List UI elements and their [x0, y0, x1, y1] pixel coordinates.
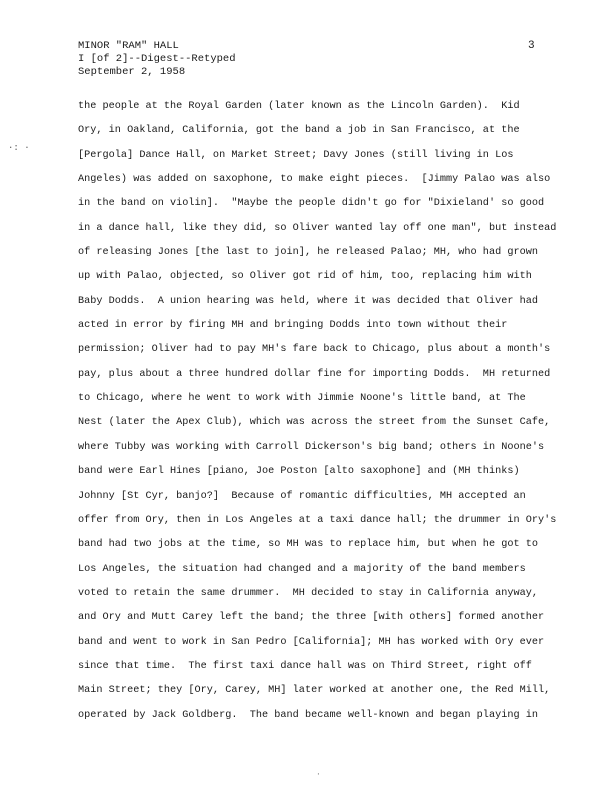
margin-mark: ·: · — [8, 143, 30, 153]
body-line: voted to retain the same drummer. MH decided to stay in California anyway, — [78, 587, 539, 599]
body-line: Main Street; they [Ory, Carey, MH] later worked at another one, the Red Mill, — [78, 685, 551, 697]
body-line: of releasing Jones [the last to join], he released Palao; MH, who had grown — [78, 247, 539, 259]
document-header — [78, 40, 236, 79]
body-line: Nest (later the Apex Club), which was across the street from the Sunset Cafe, — [78, 417, 551, 429]
body-line: where Tubby was working with Carroll Dickerson's big band; others in Noone's — [78, 441, 545, 453]
body-line: in the band on violin]. "Maybe the people didn't go for "Dixieland' so good — [78, 198, 545, 210]
body-line: to Chicago, where he went to work with Jimmie Noone's little band, at The — [78, 393, 526, 405]
header-date: September 2, 1958 — [78, 66, 186, 78]
body-line: band had two jobs at the time, so MH was to replace him, but when he got to — [78, 539, 539, 551]
header-title: MINOR "RAM" HALL — [78, 40, 179, 52]
body-line: permission; Oliver had to pay MH's fare back to Chicago, plus about a month's — [78, 344, 551, 356]
body-line: acted in error by firing MH and bringing Dodds into town without their — [78, 320, 508, 332]
body-line: and Ory and Mutt Carey left the band; the three [with others] formed another — [78, 612, 545, 624]
body-line: band were Earl Hines [piano, Joe Poston [alto saxophone] and (MH thinks) — [78, 466, 520, 478]
body-line: Johnny [St Cyr, banjo?] Because of romantic difficulties, MH accepted an — [78, 490, 526, 502]
body-line: the people at the Royal Garden (later known as the Lincoln Garden). Kid — [78, 101, 520, 112]
header-subtitle: I [of 2]--Digest--Retyped — [78, 53, 236, 65]
body-text — [78, 95, 557, 728]
page-number: 3 — [528, 40, 535, 52]
bottom-mark: · — [316, 770, 321, 779]
body-line: operated by Jack Goldberg. The band became well-known and began playing in — [78, 709, 539, 721]
body-line: up with Palao, objected, so Oliver got rid of him, too, replacing him with — [78, 271, 532, 283]
body-line: Ory, in Oakland, California, got the band a job in San Francisco, at the — [78, 125, 520, 137]
body-line: since that time. The first taxi dance hall was on Third Street, right off — [78, 660, 532, 672]
body-line: Angeles) was added on saxophone, to make eight pieces. [Jimmy Palao was also — [78, 174, 551, 186]
body-line: Los Angeles, the situation had changed and a majority of the band members — [78, 563, 526, 575]
body-line: in a dance hall, like they did, so Oliver wanted lay off one man", but instead — [78, 222, 557, 234]
body-line: [Pergola] Dance Hall, on Market Street; Davy Jones (still living in Los — [78, 149, 514, 161]
body-line: offer from Ory, then in Los Angeles at a taxi dance hall; the drummer in Ory's — [78, 514, 557, 526]
body-line: pay, plus about a three hundred dollar fine for importing Dodds. MH returned — [78, 368, 551, 380]
body-line: Baby Dodds. A union hearing was held, where it was decided that Oliver had — [78, 295, 539, 307]
body-line: band and went to work in San Pedro [California]; MH has worked with Ory ever — [78, 636, 545, 648]
